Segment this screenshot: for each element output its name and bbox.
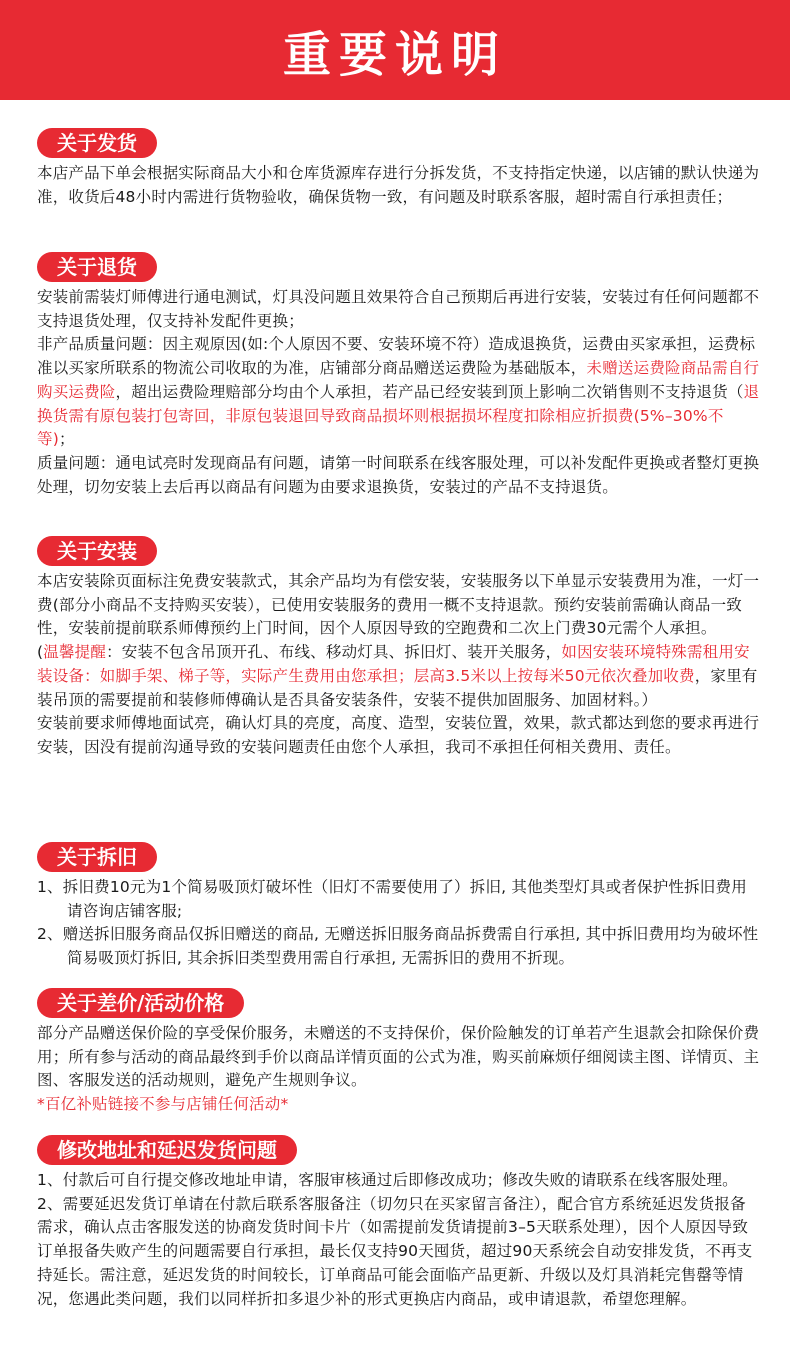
paragraph — [37, 1193, 760, 1312]
section-heading-badge: 关于退货 — [37, 252, 157, 282]
page-title: 重要说明 — [282, 26, 507, 83]
text-run: 安装前要求师傅地面试亮，确认灯具的亮度，高度、造型，安装位置，效果，款式都达到您的要求再进行安装，因没有提前沟通导致的安装问题责任由您个人承担，我司不承担任何相关费用、责任。 — [37, 714, 760, 756]
paragraph — [37, 452, 760, 499]
section-heading-badge: 修改地址和延迟发货问题 — [37, 1135, 297, 1165]
paragraph — [37, 641, 760, 712]
paragraph — [37, 570, 760, 641]
paragraph — [37, 333, 760, 452]
section-heading-badge: 关于拆旧 — [37, 842, 157, 872]
highlighted-text: *百亿补贴链接不参与店铺任何活动* — [37, 1095, 289, 1114]
paragraph — [37, 712, 760, 759]
section — [0, 988, 790, 1117]
paragraph — [37, 923, 760, 970]
highlighted-text: 未赠送运费险商品需自行购买运费险 — [37, 359, 760, 401]
paragraph — [37, 1169, 760, 1193]
section — [0, 842, 790, 971]
section-heading-badge: 关于差价/活动价格 — [37, 988, 244, 1018]
paragraph — [37, 1022, 760, 1093]
section-heading-badge: 关于发货 — [37, 128, 157, 158]
text-run: 质量问题：通电试亮时发现商品有问题，请第一时间联系在线客服处理，可以补发配件更换或者整灯更换处理，切勿安装上去后再以商品有问题为由要求退换货，安装过的产品不支持退货。 — [37, 453, 760, 496]
text-run: ，家里有装吊顶的需要提前和装修师傅确认是否具备安装条件，安装不提供加固服务、加固材料。） — [37, 666, 758, 709]
text-run: 2、赠送拆旧服务商品仅拆旧赠送的商品, 无赠送拆旧服务商品拆费需自行承担, 其中拆旧费用均为破坏性简易吸顶灯拆旧, 其余拆旧类型费用需自行承担, 无需拆旧的费用不折现。 — [37, 925, 759, 968]
text-run: 2、需要延迟发货订单请在付款后联系客服备注（切勿只在买家留言备注），配合官方系统延迟发货报备需求，确认点击客服发送的协商发货时间卡片（如需提前发货请提前3–5天联系处理），因个人原因导致订单报备失败产生的问题需要自行承担，最长仅支持90天囤货，超过90天系统会自动安排发货，不再支持延长。需注意，延迟发货的时间较长，订单商品可能会面临产品更新、升级以及灯具消耗完售罄等情况，您遇此类问题，我们以同样折扣多退少补的形式更换店内商品，或申请退款，希望您理解。 — [37, 1194, 753, 1308]
highlighted-text: 退换货需有原包装打包寄回，非原包装退回导致商品损坏则根据损坏程度扣除相应折损费(5%–30%不等) — [37, 382, 760, 449]
text-run: 1、拆旧费10元为1个简易吸顶灯破坏性（旧灯不需要使用了）拆旧, 其他类型灯具或者保护性拆旧费用请咨询店铺客服; — [37, 878, 747, 920]
text-run: 1、付款后可自行提交修改地址申请，客服审核通过后即修改成功；修改失败的请联系在线客服处理。 — [37, 1171, 738, 1189]
text-run: ； — [58, 430, 75, 449]
section-heading-badge: 关于安装 — [37, 536, 157, 566]
text-run: 部分产品赠送保价险的享受保价服务，未赠送的不支持保价，保价险触发的订单若产生退款会扣除保价费用；所有参与活动的商品最终到手价以商品详情页面的公式为准，购买前麻烦仔细阅读主图、详情页、主图、客服发送的活动规则，避免产生规则争议。 — [37, 1024, 760, 1090]
text-run: 本店安装除页面标注免费安装款式，其余产品均为有偿安装，安装服务以下单显示安装费用为准，一灯一费(部分小商品不支持购买安装），已使用安装服务的费用一概不支持退款。预约安装前需确认商品一致性，安装前提前联系师傅预约上门时间，因个人原因导致的空跑费和二次上门费30元需个人承担。 — [37, 572, 760, 638]
section — [0, 536, 790, 760]
section — [0, 1135, 790, 1311]
section — [0, 252, 790, 499]
highlighted-text: 如因安装环境特殊需租用安装设备：如脚手架、梯子等，实际产生费用由您承担；层高3.5米以上按每米50元依次叠加收费 — [37, 643, 750, 685]
highlighted-text: 温馨提醒 — [43, 643, 107, 662]
paragraph — [37, 1093, 760, 1117]
paragraph — [37, 162, 760, 209]
text-run: 安装前需装灯师傅进行通电测试，灯具没问题且效果符合自己预期后再进行安装，安装过有任何问题都不支持退货处理，仅支持补发配件更换； — [37, 288, 760, 330]
paragraph — [37, 876, 760, 923]
section — [0, 128, 790, 209]
text-run: 非产品质量问题：因主观原因(如:个人原因不要、安装环境不符）造成退换货，运费由买家承担，运费标准以买家所联系的物流公司收取的为准，店铺部分商品赠送运费险为基础版本， — [37, 335, 756, 378]
text-run: ：安装不包含吊顶开孔、布线、移动灯具、拆旧灯、装开关服务， — [106, 643, 562, 662]
page-header — [0, 0, 790, 100]
text-run: ( — [37, 643, 44, 662]
text-run: ，超出运费险理赔部分均由个人承担，若产品已经安装到顶上影响二次销售则不支持退货（ — [115, 382, 744, 401]
paragraph — [37, 286, 760, 333]
text-run: 本店产品下单会根据实际商品大小和仓库货源库存进行分拆发货，不支持指定快递，以店铺的默认快递为准，收货后48小时内需进行货物验收，确保货物一致，有问题及时联系客服，超时需自行承担责任； — [37, 164, 760, 206]
